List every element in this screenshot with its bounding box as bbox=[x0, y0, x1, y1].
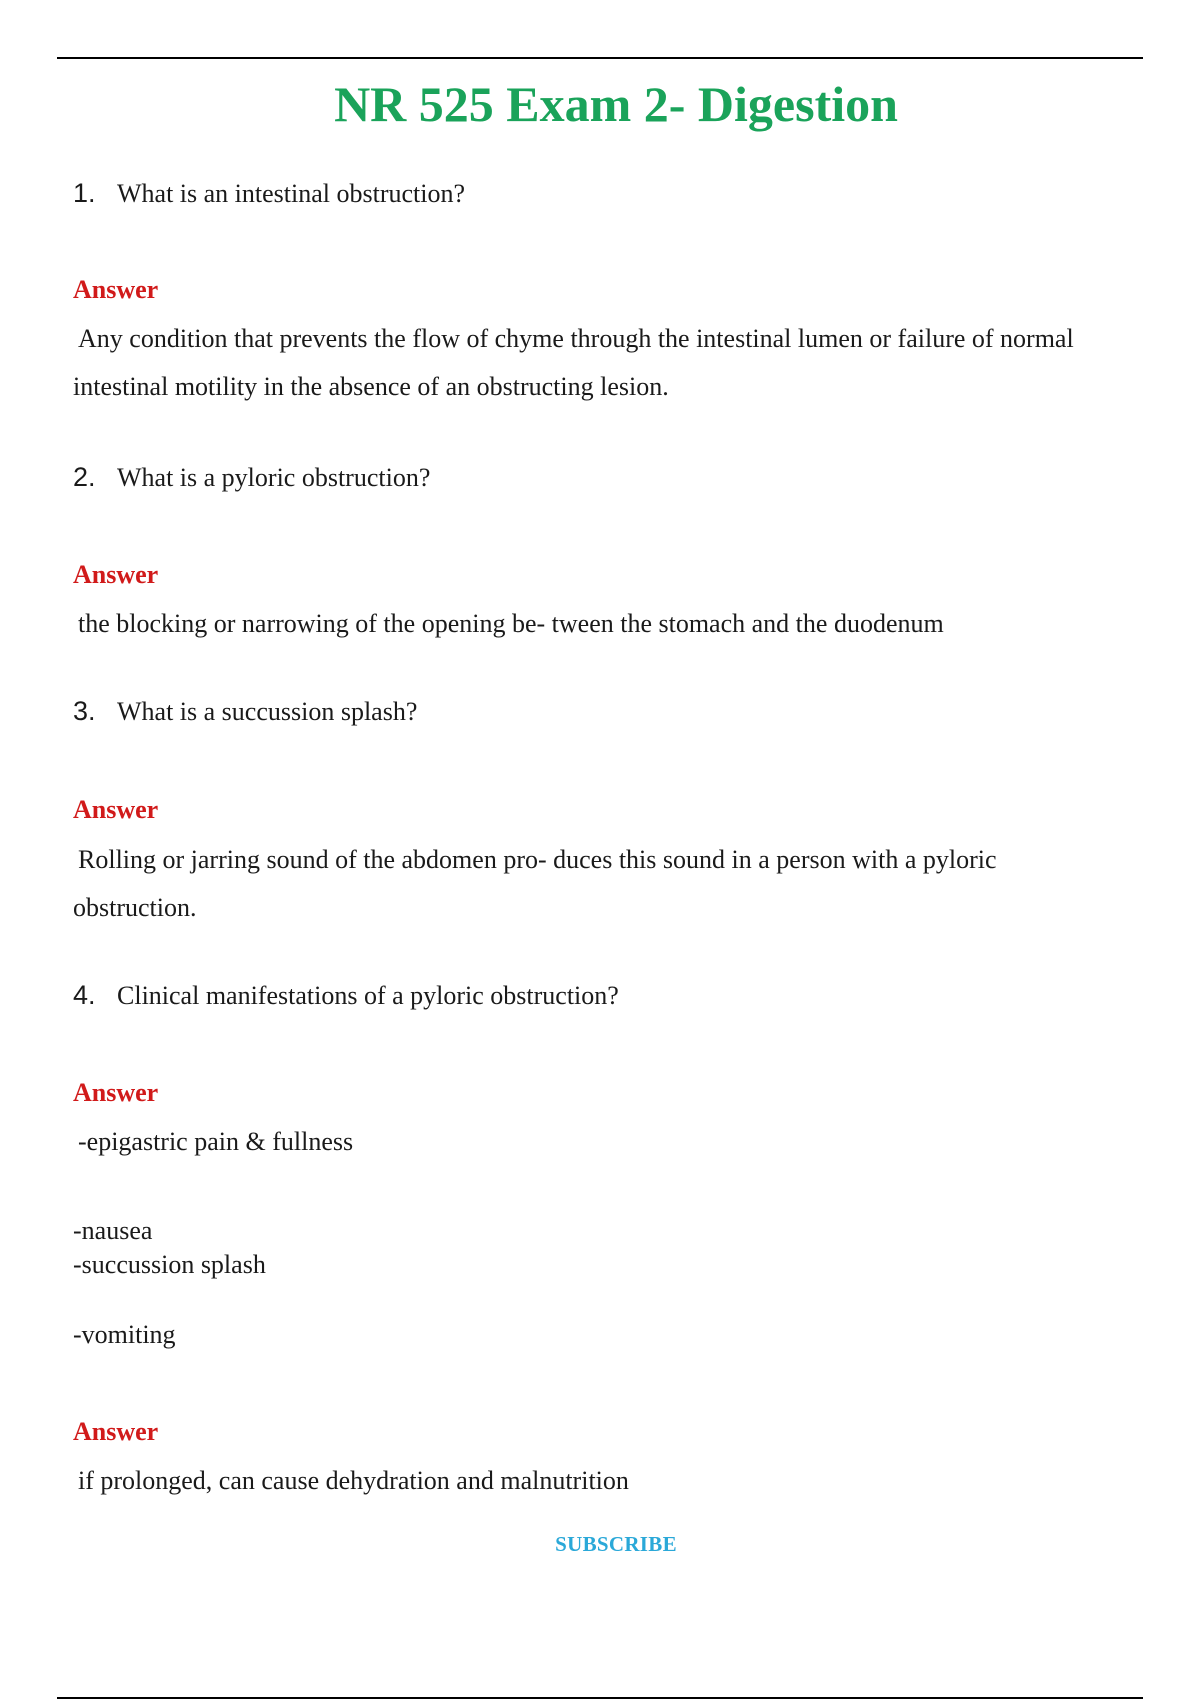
answer-list-item: -vomiting bbox=[73, 1320, 176, 1349]
subscribe-link[interactable]: SUBSCRIBE bbox=[555, 1532, 677, 1556]
top-rule bbox=[57, 57, 1143, 59]
answer-label: Answer bbox=[73, 1078, 159, 1107]
question-number: 1. bbox=[73, 178, 96, 208]
answer-list-item: -succussion splash bbox=[73, 1250, 266, 1279]
question-text: What is an intestinal obstruction? bbox=[117, 179, 466, 208]
answer-text: Rolling or jarring sound of the abdomen pro- duces this sound in a person with a pyloric obstruction. bbox=[73, 845, 997, 922]
answer-label: Answer bbox=[73, 560, 159, 589]
question-text: What is a pyloric obstruction? bbox=[117, 463, 431, 492]
answer-list-item: -nausea bbox=[73, 1216, 153, 1245]
answer-label: Answer bbox=[73, 1417, 159, 1446]
question-text: What is a succussion splash? bbox=[117, 697, 418, 726]
answer-label: Answer bbox=[73, 275, 159, 304]
page-title: NR 525 Exam 2- Digestion bbox=[334, 76, 898, 132]
answer-list-item: -epigastric pain & fullness bbox=[78, 1127, 354, 1156]
question-number: 3. bbox=[73, 696, 96, 726]
bottom-rule bbox=[57, 1697, 1143, 1699]
question-text: Clinical manifestations of a pyloric obstruction? bbox=[117, 981, 619, 1010]
question-number: 2. bbox=[73, 462, 96, 492]
question-number: 4. bbox=[73, 980, 96, 1010]
answer-text: the blocking or narrowing of the opening be- tween the stomach and the duodenum bbox=[78, 609, 944, 638]
answer-text: Any condition that prevents the flow of chyme through the intestinal lumen or failure of normal intestinal motility in the absence of an obstructing lesion. bbox=[73, 324, 1074, 401]
answer-label: Answer bbox=[73, 795, 159, 824]
answer-text: if prolonged, can cause dehydration and malnutrition bbox=[78, 1466, 629, 1495]
